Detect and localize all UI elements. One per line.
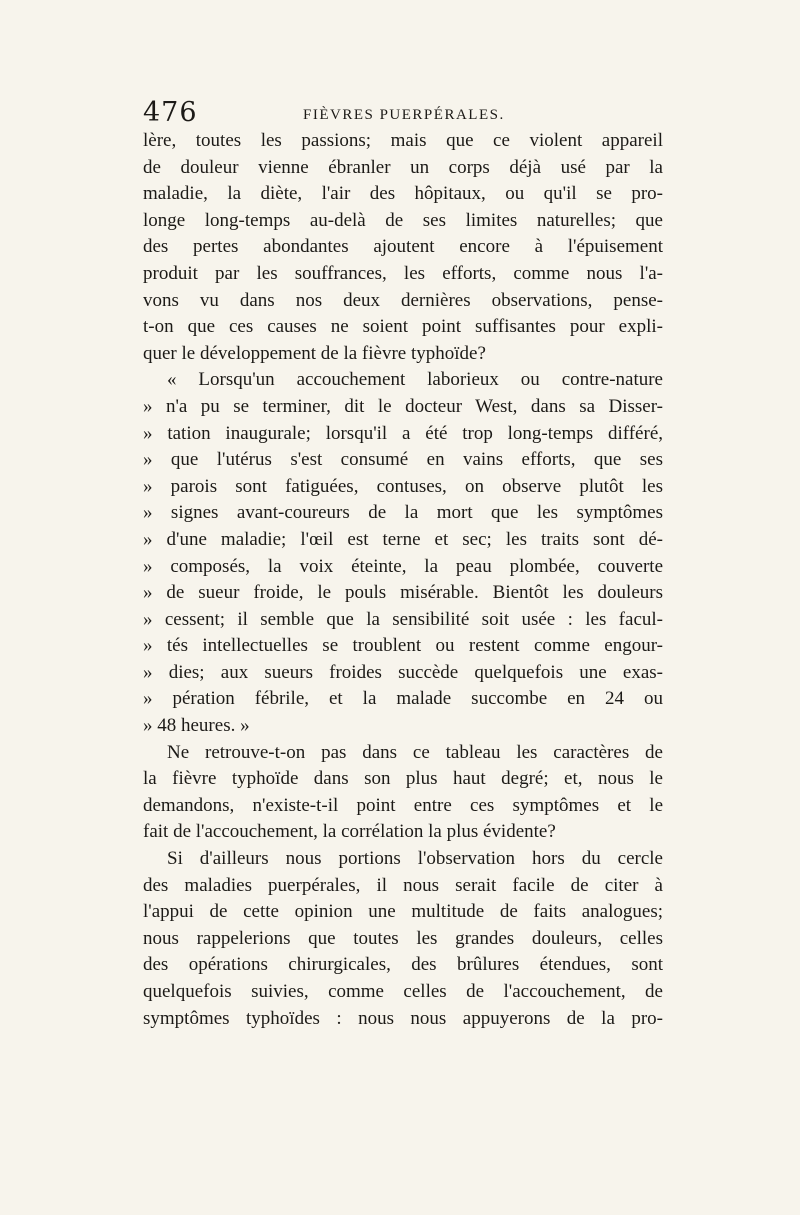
text-line: nous rappelerions que toutes les grandes douleurs, celles [143, 927, 663, 949]
quote-line: » pération fébrile, et la malade succombe en 24 ou [143, 688, 663, 710]
text-line: des pertes abondantes ajoutent encore à l'épuisement [143, 236, 663, 258]
quote-line: » tation inaugurale; lorsqu'il a été trop long-temps différé, [143, 422, 663, 444]
text-line: symptômes typhoïdes : nous nous appuyerons de la pro- [143, 1007, 663, 1029]
quote-line: » de sueur froide, le pouls misérable. Bientôt les douleurs [143, 582, 663, 604]
quote-line: » cessent; il semble que la sensibilité soit usée : les facul- [143, 608, 663, 630]
quote-line: » composés, la voix éteinte, la peau plombée, couverte [143, 555, 663, 577]
quote-line: » d'une maladie; l'œil est terne et sec; les traits sont dé- [143, 528, 663, 550]
running-title: FIÈVRES PUERPÉRALES. [303, 107, 505, 123]
text-line: lère, toutes les passions; mais que ce violent appareil [143, 130, 663, 151]
text-line: quer le développement de la fièvre typhoïde? [143, 342, 486, 364]
quote-line: » 48 heures. » [143, 715, 250, 737]
quote-line: » que l'utérus s'est consumé en vains efforts, que ses [143, 449, 663, 471]
text-line: fait de l'accouchement, la corrélation la plus évidente? [143, 821, 556, 843]
text-line: produit par les souffrances, les efforts, comme nous l'a- [143, 262, 663, 284]
quote-line: » n'a pu se terminer, dit le docteur West, dans sa Disser- [143, 395, 663, 417]
text-line: demandons, n'existe-t-il point entre ces symptômes et le [143, 794, 663, 816]
text-line: quelquefois suivies, comme celles de l'accouchement, de [143, 981, 663, 1002]
quote-line: « Lorsqu'un accouchement laborieux ou contre-nature [167, 369, 663, 391]
text-line: la fièvre typhoïde dans son plus haut degré; et, nous le [143, 768, 663, 790]
text-line: t-on que ces causes ne soient point suffisantes pour expli- [143, 316, 663, 338]
text-line: longe long-temps au-delà de ses limites naturelles; que [143, 209, 663, 231]
text-line: des maladies puerpérales, il nous serait facile de citer à [143, 874, 663, 896]
quote-line: » tés intellectuelles se troublent ou restent comme engour- [143, 635, 663, 657]
text-line: Si d'ailleurs nous portions l'observation hors du cercle [167, 848, 663, 870]
quote-line: » signes avant-coureurs de la mort que les symptômes [143, 502, 663, 524]
text-line: maladie, la diète, l'air des hôpitaux, ou qu'il se pro- [143, 183, 663, 205]
text-line: vons vu dans nos deux dernières observations, pense- [143, 289, 663, 311]
quote-line: » dies; aux sueurs froides succède quelquefois une exas- [143, 661, 663, 683]
quote-line: » parois sont fatiguées, contuses, on observe plutôt les [143, 475, 663, 497]
page-number: 476 [143, 97, 198, 128]
page-header [143, 98, 663, 128]
text-line: des opérations chirurgicales, des brûlures étendues, sont [143, 954, 663, 976]
text-line: l'appui de cette opinion une multitude de faits analogues; [143, 901, 663, 923]
body-text [143, 128, 663, 1032]
text-line: de douleur vienne ébranler un corps déjà usé par la [143, 156, 663, 178]
text-line: Ne retrouve-t-on pas dans ce tableau les caractères de [167, 741, 663, 763]
